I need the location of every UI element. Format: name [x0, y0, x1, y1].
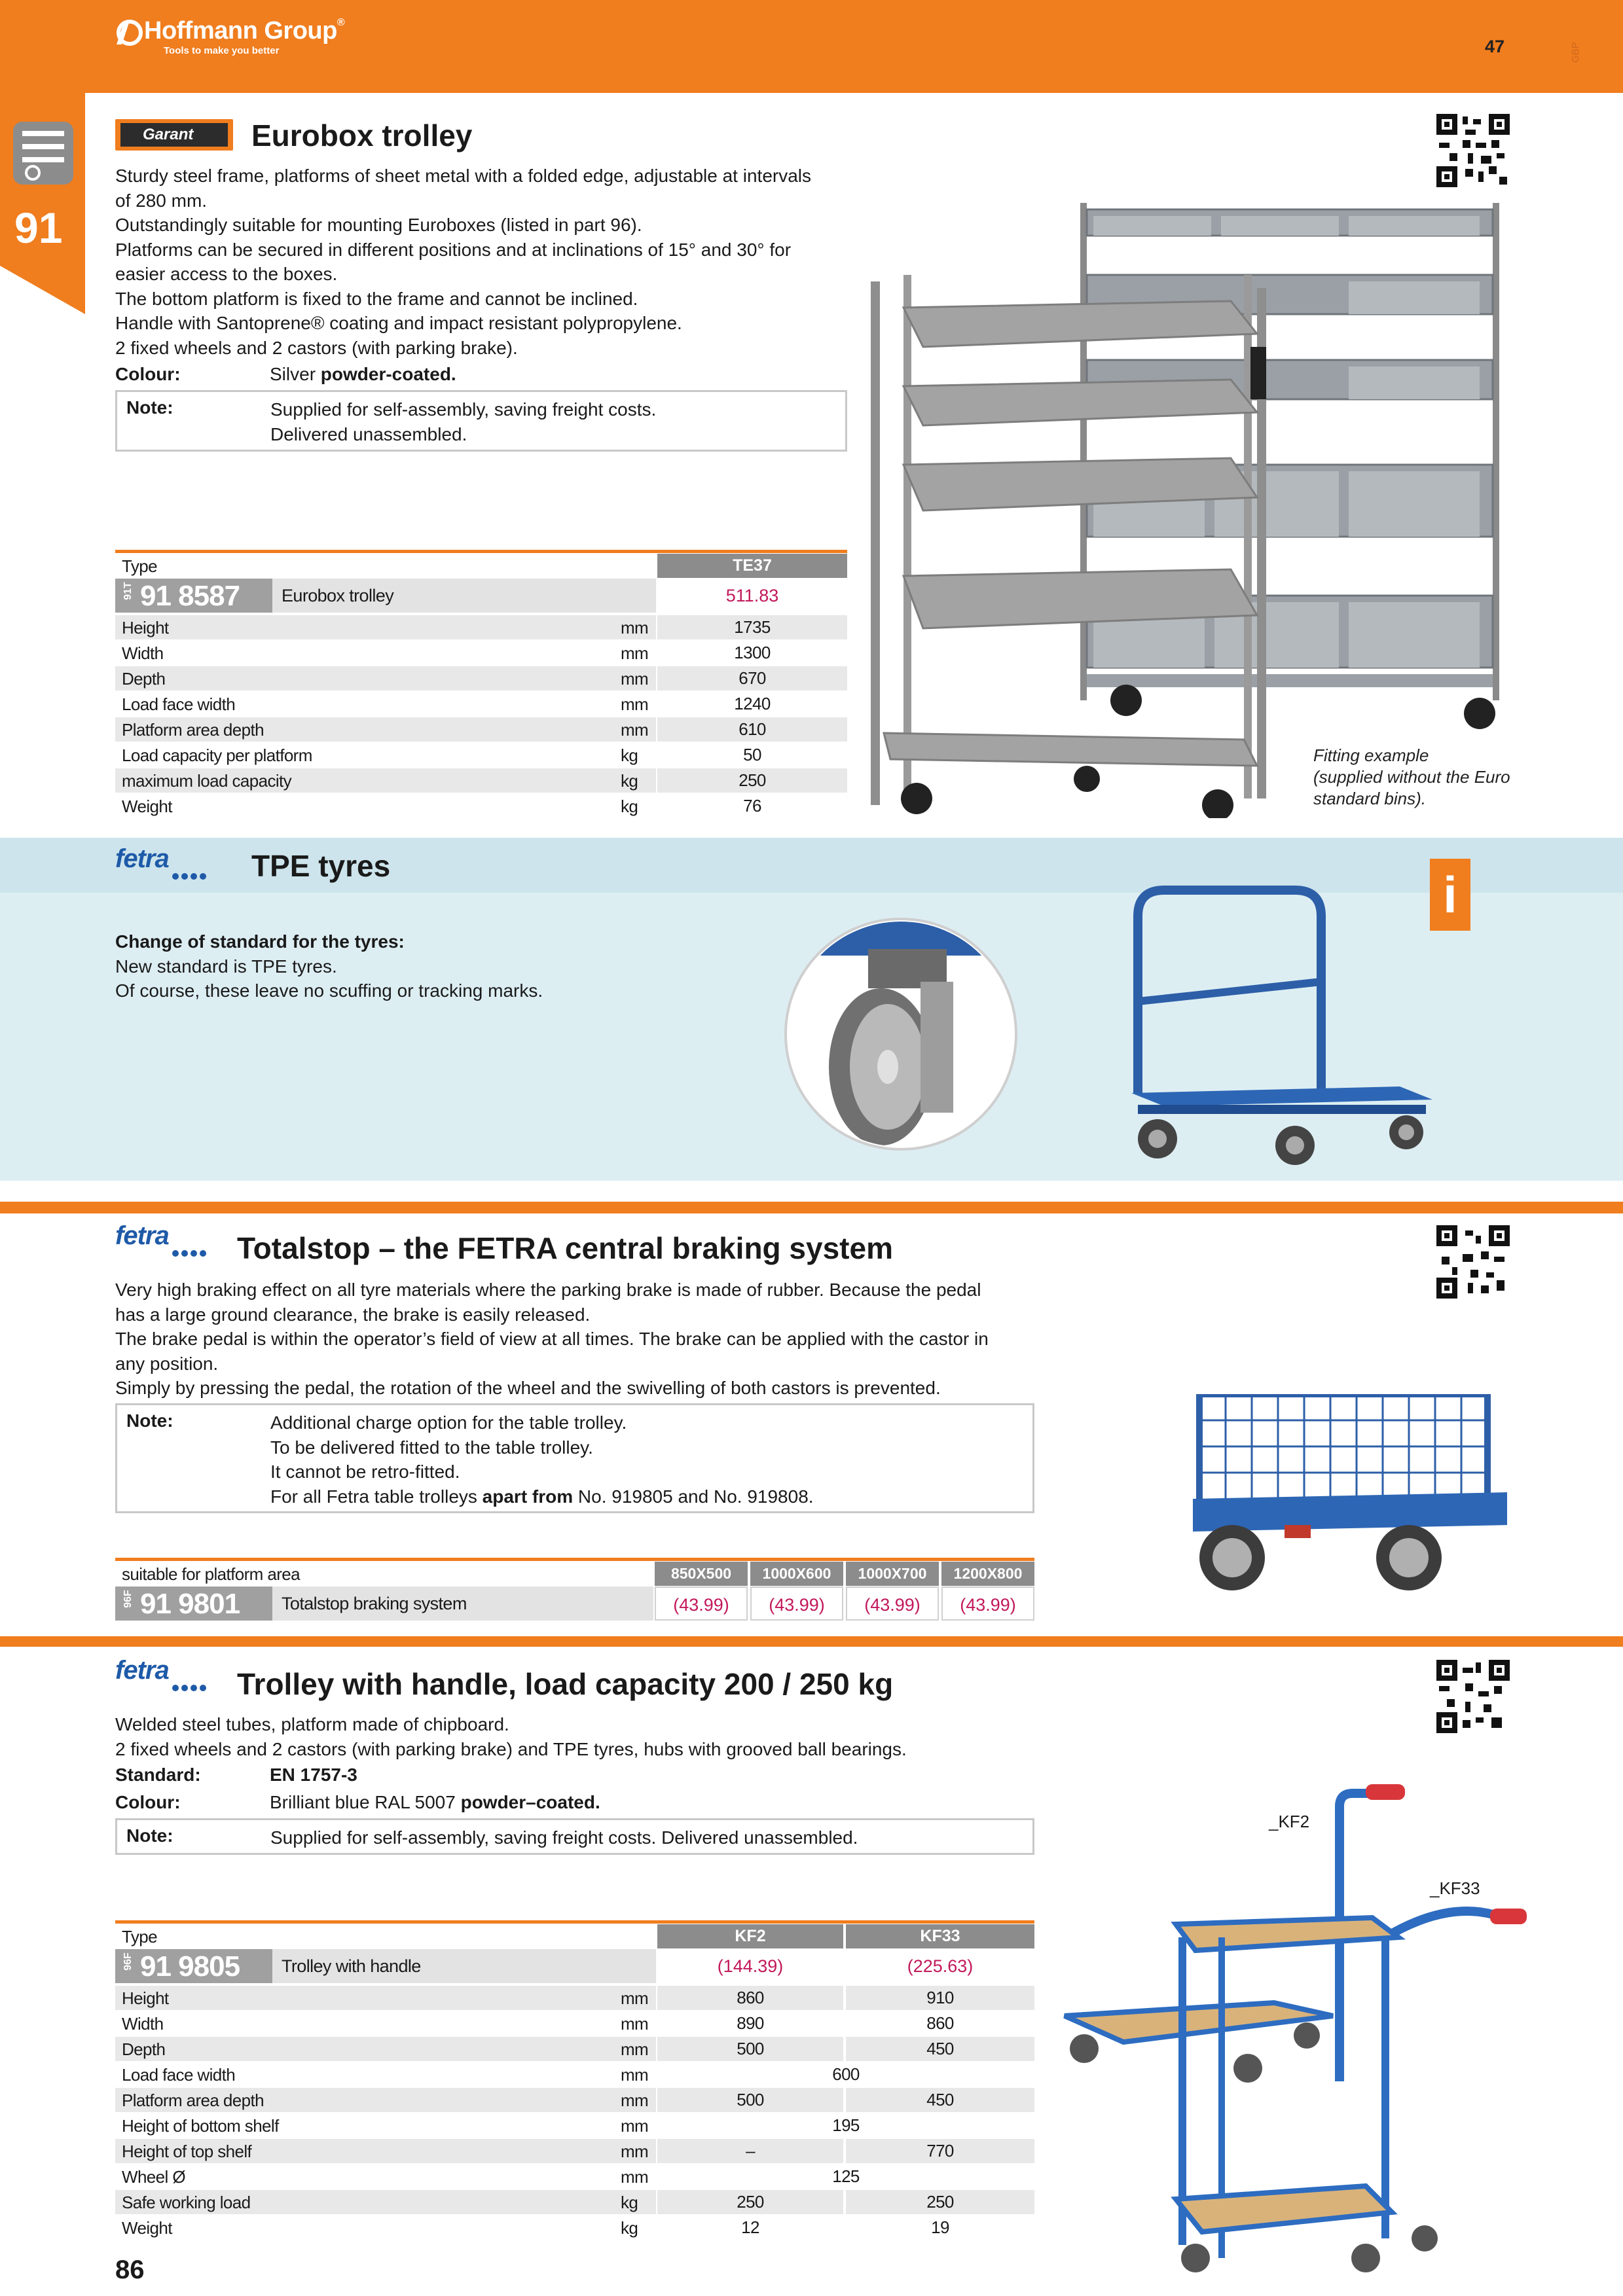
totalstop-note: Note: Additional charge option for the table trolley. To be delivered fitted to the table trolley. It cannot be retro-fitted. For all Fetra table trolleys apart from No. 919805 and No. 919808. — [115, 1403, 1034, 1513]
handle-trolley-title: Trolley with handle, load capacity 200 / 250 kg — [237, 1667, 894, 1701]
totalstop-price[interactable]: (43.99) — [750, 1587, 843, 1621]
spec-unit: mm — [621, 2116, 649, 2136]
table-row — [115, 641, 656, 665]
table-row — [115, 717, 656, 742]
fetra-logo-handle-trolley: fetra — [115, 1656, 169, 1685]
handle-trolley-image — [1058, 1741, 1529, 2278]
table-row — [115, 2113, 656, 2138]
spec-unit: mm — [621, 1988, 649, 2008]
brand-tagline: Tools to make you better — [164, 45, 280, 56]
spec-label: Platform area depth — [122, 720, 264, 740]
spec-value: 250 — [657, 2190, 843, 2214]
table-row — [115, 615, 656, 639]
spec-label: Wheel Ø — [122, 2167, 185, 2187]
eurobox-col-te37: TE37 — [657, 554, 847, 578]
eurobox-colour-label: Colour: — [115, 364, 181, 384]
spec-value: 860 — [926, 2013, 954, 2033]
handle-trolley-article-number[interactable]: 96F 91 9805 — [115, 1949, 272, 1983]
spec-label: Height of top shelf — [122, 2142, 252, 2161]
spec-value: 125 — [832, 2166, 860, 2186]
info-icon: i — [1430, 859, 1470, 931]
handle-trolley-standard-label: Standard: — [115, 1765, 201, 1785]
spec-unit: mm — [621, 2065, 649, 2085]
spec-label: Load capacity per platform — [122, 745, 312, 765]
totalstop-col-header: 1000X700 — [846, 1562, 939, 1586]
table-row — [115, 2011, 656, 2036]
spec-label: Load face width — [122, 694, 236, 714]
chapter-number: 91 — [14, 204, 63, 252]
spec-value: 610 — [657, 717, 847, 742]
table-row — [115, 794, 656, 818]
spec-value: 250 — [846, 2190, 1034, 2214]
currency-code: GBP — [1570, 42, 1581, 63]
image-label-kf2: _KF2 — [1269, 1812, 1310, 1831]
spec-value: 670 — [657, 666, 847, 691]
spec-value: 910 — [846, 1986, 1034, 2010]
table-row — [115, 2164, 656, 2189]
fetra-logo-tpe: fetra — [115, 844, 169, 874]
spec-label: Width — [122, 2014, 164, 2034]
spec-unit: mm — [621, 2167, 649, 2187]
spec-label: Weight — [122, 797, 172, 816]
spec-value: 250 — [657, 768, 847, 793]
spec-label: maximum load capacity — [122, 771, 292, 791]
eurobox-trolley-image — [864, 190, 1506, 818]
tpe-wheel-image — [783, 916, 1019, 1152]
handle-trolley-col-kf2: KF2 — [657, 1924, 843, 1948]
tpe-title: TPE tyres — [251, 849, 391, 883]
spec-value: 1300 — [734, 643, 771, 662]
spec-unit: mm — [621, 618, 649, 637]
spec-value: 500 — [657, 2088, 843, 2112]
spec-label: Height of bottom shelf — [122, 2116, 279, 2136]
spec-label: Weight — [122, 2218, 172, 2238]
table-row — [115, 2215, 656, 2240]
hoffmann-logo-icon — [115, 18, 148, 47]
spec-unit: kg — [621, 745, 638, 765]
table-row — [115, 2062, 656, 2087]
handle-trolley-colour-value: Brilliant blue RAL 5007 powder–coated. — [270, 1792, 600, 1812]
spec-value: 19 — [931, 2217, 949, 2237]
spec-value: 12 — [741, 2217, 759, 2237]
totalstop-type-row: suitable for platform area — [122, 1564, 300, 1584]
totalstop-qr-code[interactable] — [1436, 1225, 1510, 1299]
spec-label: Height — [122, 618, 169, 637]
page-header — [0, 0, 1623, 93]
spec-value: 50 — [743, 745, 761, 764]
blue-trolley-image — [1125, 851, 1439, 1165]
spec-label: Platform area depth — [122, 2090, 264, 2110]
handle-trolley-colour-label: Colour: — [115, 1792, 181, 1812]
tpe-text: Change of standard for the tyres: New standard is TPE tyres. Of course, these leave no scuffing or tracking marks. — [115, 931, 543, 1001]
eurobox-article-name: Eurobox trolley — [272, 579, 656, 613]
handle-trolley-qr-code[interactable] — [1436, 1660, 1510, 1733]
totalstop-description: Very high braking effect on all tyre materials where the parking brake is made of rubber. Because the pedal has a large ground clearance, the brake is easily released. The brake pedal is within the operator’s field of view at all times. The brake can be applied with the castor in any position. Simply by pressing the pedal, the rotation of the wheel and the swivelling of both castors is prevented. — [115, 1280, 989, 1398]
handle-trolley-note: Note: Supplied for self-assembly, saving freight costs. Delivered unassembled. — [115, 1818, 1034, 1855]
spec-label: Load face width — [122, 2065, 236, 2085]
handle-trolley-col-kf33: KF33 — [846, 1924, 1034, 1948]
spec-unit: kg — [621, 2193, 638, 2212]
totalstop-price[interactable]: (43.99) — [846, 1587, 939, 1621]
spec-label: Width — [122, 643, 164, 663]
spec-value: 450 — [846, 2088, 1034, 2112]
spec-unit: mm — [621, 694, 649, 714]
spec-value: 1735 — [657, 615, 847, 639]
eurobox-colour-value: Silver powder-coated. — [270, 364, 456, 384]
spec-unit: mm — [621, 2142, 649, 2161]
handle-trolley-type-row: Type — [122, 1927, 157, 1946]
spec-value: 890 — [737, 2013, 764, 2033]
chapter-side-tab[interactable] — [0, 93, 85, 314]
totalstop-article-number[interactable]: 96F 91 9801 — [115, 1587, 272, 1621]
spec-unit: mm — [621, 643, 649, 663]
spec-unit: kg — [621, 797, 638, 816]
spec-unit: mm — [621, 2014, 649, 2034]
spec-value: 1240 — [734, 694, 771, 713]
handle-trolley-description: Welded steel tubes, platform made of chipboard. 2 fixed wheels and 2 castors (with parking brake) and TPE tyres, hubs with grooved ball bearings. — [115, 1714, 907, 1759]
table-row — [115, 2190, 656, 2214]
table-row — [115, 692, 656, 716]
eurobox-type-row: Type — [122, 556, 157, 576]
image-label-kf33: _KF33 — [1430, 1878, 1480, 1898]
spec-unit: mm — [621, 720, 649, 740]
spec-unit: kg — [621, 771, 638, 791]
eurobox-price-te37[interactable]: 511.83 — [657, 579, 847, 613]
brand-name: Hoffmann Group® — [144, 17, 345, 45]
spec-value: 770 — [846, 2139, 1034, 2163]
spec-unit: mm — [621, 669, 649, 689]
totalstop-article-name: Totalstop braking system — [272, 1587, 653, 1621]
eurobox-article-number[interactable]: 91T 91 8587 — [115, 579, 272, 613]
table-row — [115, 2088, 656, 2112]
spec-value: 500 — [657, 2037, 843, 2061]
eurobox-note: Note: Supplied for self-assembly, saving freight costs. Delivered unassembled. — [115, 390, 847, 452]
totalstop-title: Totalstop – the FETRA central braking system — [237, 1231, 893, 1265]
page-number-top: 47 — [1485, 37, 1505, 56]
table-row — [115, 2139, 656, 2163]
table-row — [115, 2037, 656, 2061]
fetra-logo-totalstop: fetra — [115, 1221, 169, 1251]
totalstop-price[interactable]: (43.99) — [941, 1587, 1034, 1621]
totalstop-col-header: 1200X800 — [941, 1562, 1034, 1586]
spec-label: Height — [122, 1988, 169, 2008]
page-number-footer: 86 — [115, 2255, 145, 2284]
handle-trolley-price-kf33[interactable]: (225.63) — [846, 1949, 1034, 1983]
table-row — [115, 1986, 656, 2010]
table-row — [115, 666, 656, 691]
totalstop-brake-image — [1193, 1394, 1507, 1604]
handle-trolley-price-kf2[interactable]: (144.39) — [657, 1949, 843, 1983]
spec-label: Safe working load — [122, 2193, 251, 2212]
spec-unit: mm — [621, 2090, 649, 2110]
handle-trolley-standard-value: EN 1757-3 — [270, 1765, 357, 1785]
trolley-category-icon — [13, 122, 73, 185]
totalstop-price[interactable]: (43.99) — [655, 1587, 748, 1621]
handle-trolley-article-name: Trolley with handle — [272, 1949, 656, 1983]
spec-value: 195 — [832, 2115, 860, 2135]
spec-value: 600 — [832, 2064, 860, 2084]
eurobox-title: Eurobox trolley — [251, 118, 473, 152]
table-row — [115, 768, 656, 793]
garant-badge: Garant — [115, 119, 233, 151]
table-row — [115, 743, 656, 767]
spec-value: 860 — [657, 1986, 843, 2010]
spec-unit: kg — [621, 2218, 638, 2238]
totalstop-col-header: 1000X600 — [750, 1562, 843, 1586]
eurobox-qr-code[interactable] — [1436, 114, 1510, 187]
spec-label: Depth — [122, 2039, 166, 2059]
spec-unit: mm — [621, 2039, 649, 2059]
eurobox-image-caption: Fitting example (supplied without the Euro standard bins). — [1313, 745, 1510, 808]
eurobox-description: Sturdy steel frame, platforms of sheet metal with a folded edge, adjustable at intervals of 280 mm. Outstandingly suitable for mounting Euroboxes (listed in part 96). Platforms can be secured in different positions and at inclinations of 15° and 30° for easier access to the boxes. The bottom platform is fixed to the frame and cannot be inclined. Handle with Santoprene® coating and impact resistant polypropylene. 2 fixed wheels and 2 castors (with parking brake). — [115, 166, 812, 358]
spec-value: 450 — [846, 2037, 1034, 2061]
hoffmann-logo[interactable] — [115, 17, 344, 56]
spec-value: 76 — [743, 796, 761, 816]
spec-label: Depth — [122, 669, 166, 689]
totalstop-col-header: 850X500 — [655, 1562, 748, 1586]
spec-value: – — [657, 2139, 843, 2163]
